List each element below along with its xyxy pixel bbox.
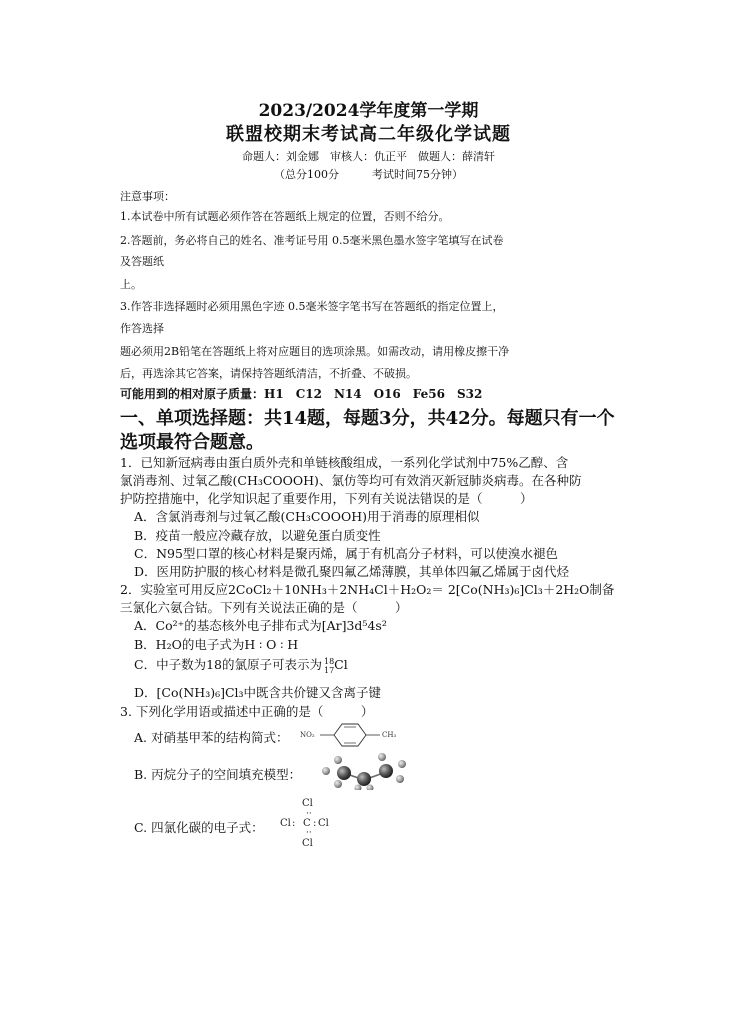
propane-space-filling-model xyxy=(316,748,412,790)
mass-number: 18 xyxy=(323,656,335,666)
atomic-masses: 可能用到的相对原子质量：H1 C12 N14 O16 Fe56 S32 xyxy=(120,387,483,401)
hydrogen-atom xyxy=(334,756,342,764)
carbon-atom xyxy=(337,766,351,780)
q3-stem: 3. 下列化学用语或描述中正确的是（ ） xyxy=(120,704,374,719)
electron-pair: : xyxy=(313,818,317,829)
note-line: 上。 xyxy=(120,278,142,291)
lone-pair-dots: ∶ xyxy=(280,639,284,652)
q2-option-d: D．[Co(NH₃)₆]Cl₃中既含共价键又含离子键 xyxy=(134,685,382,700)
atomic-number: 17 xyxy=(323,665,335,675)
q1-stem: 1．已知新冠病毒由蛋白质外壳和单链核酸组成，一系列化学试剂中75%乙醇、含 xyxy=(120,455,569,470)
q1-stem: 护防控措施中，化学知识起了重要作用，下列有关说法错误的是（ ） xyxy=(120,491,533,506)
q2-b-hydrogen: H xyxy=(287,637,299,652)
note-line: 及答题纸 xyxy=(120,255,164,268)
q1-stem: 氯消毒剂、过氧乙酸(CH₃COOOH)、氯仿等均可有效消灭新冠肺炎病毒。在各种防 xyxy=(120,473,582,488)
electron-pair: ·· xyxy=(306,828,312,838)
q2-option-a: A．Co²⁺的基态核外电子排布式为[Ar]3d⁵4s² xyxy=(134,618,387,633)
carbon-center: C xyxy=(303,818,311,829)
note-line: 1.本试卷中所有试题必须作答在答题纸上规定的位置，否则不给分。 xyxy=(120,210,450,223)
chlorine-right: Cl xyxy=(318,818,329,829)
electron-pair: ·· xyxy=(306,809,312,819)
note-line: 后，再选涂其它答案，请保持答题纸清洁，不折叠、不破损。 xyxy=(120,367,417,380)
note-line: 3.作答非选择题时必须用黑色字迹 0.5毫米签字笔书写在答题纸的指定位置上， xyxy=(120,300,504,313)
hydrogen-atom xyxy=(355,785,362,791)
hydrogen-atom xyxy=(398,760,406,768)
isotope-notation xyxy=(324,657,334,675)
carbon-atom xyxy=(357,772,371,786)
section-heading-cont: 选项最符合题意。 xyxy=(120,432,264,453)
note-line: 2.答题前，务必将自己的姓名、准考证号用 0.5毫米黑色墨水签字笔填写在试卷 xyxy=(120,234,504,247)
q3-option-c: C. 四氯化碳的电子式： xyxy=(134,820,264,835)
carbon-atom xyxy=(379,764,393,778)
score-time-line: （总分100分 考试时间75分钟） xyxy=(274,168,463,181)
q1-option-a: A．含氯消毒剂与过氧乙酸(CH₃COOOH)用于消毒的原理相似 xyxy=(134,509,480,524)
q2-option-b xyxy=(134,635,298,653)
no2-label: NO₂ xyxy=(300,731,315,739)
hydrogen-atom xyxy=(322,767,330,775)
electron-pair: : xyxy=(292,818,296,829)
chlorine-left: Cl xyxy=(280,818,291,829)
staff-line: 命题人：刘金娜 审核人：仇正平 做题人：薛清轩 xyxy=(242,150,495,163)
q1-option-c: C．N95型口罩的核心材料是聚丙烯，属于有机高分子材料，可以使溴水褪色 xyxy=(134,546,558,561)
q1-option-b: B．疫苗一般应冷藏存放，以避免蛋白质变性 xyxy=(134,528,381,543)
q2-b-text: B．H₂O的电子式为H xyxy=(134,637,256,652)
ch3-label: CH₃ xyxy=(382,731,397,739)
hydrogen-atom xyxy=(334,780,342,788)
ccl4-electron-formula xyxy=(280,796,340,848)
hydrogen-atom xyxy=(396,775,404,783)
q2-b-oxygen: O xyxy=(266,637,277,652)
hydrogen-atom xyxy=(367,785,374,791)
chlorine-top: Cl xyxy=(302,798,313,809)
q2-stem: 2．实验室可用反应2CoCl₂＋10NH₃＋2NH₄Cl＋H₂O₂＝ 2[Co(NH₃)₆]Cl₃＋2H₂O制备 xyxy=(120,582,615,597)
exam-year-title: 2023/2024学年度第一学期 xyxy=(258,101,479,121)
chlorine-bottom: Cl xyxy=(302,838,313,848)
element-symbol: Cl xyxy=(334,657,348,672)
lone-pair-dots: ∶ xyxy=(259,639,263,652)
q3-option-a: A. 对硝基甲苯的结构简式： xyxy=(134,730,289,745)
exam-title: 联盟校期末考试高二年级化学试题 xyxy=(226,124,511,145)
note-line: 作答选择 xyxy=(120,322,164,335)
q1-option-d: D．医用防护服的核心材料是微孔聚四氟乙烯薄膜，其单体四氟乙烯属于卤代烃 xyxy=(134,564,570,579)
q2-stem: 三氯化六氨合钴。下列有关说法正确的是（ ） xyxy=(120,600,408,615)
section-heading: 一、单项选择题：共14题，每题3分，共42分。每题只有一个 xyxy=(120,408,615,429)
note-line: 题必须用2B铅笔在答题纸上将对应题目的选项涂黑。如需改动，请用橡皮擦干净 xyxy=(120,345,510,358)
q2-option-c xyxy=(134,655,348,675)
notes-heading: 注意事项： xyxy=(120,190,175,203)
q3-option-b: B. 丙烷分子的空间填充模型： xyxy=(134,767,302,782)
hydrogen-atom xyxy=(378,753,386,761)
q2-c-text: C．中子数为18的氯原子可表示为 xyxy=(134,657,322,672)
